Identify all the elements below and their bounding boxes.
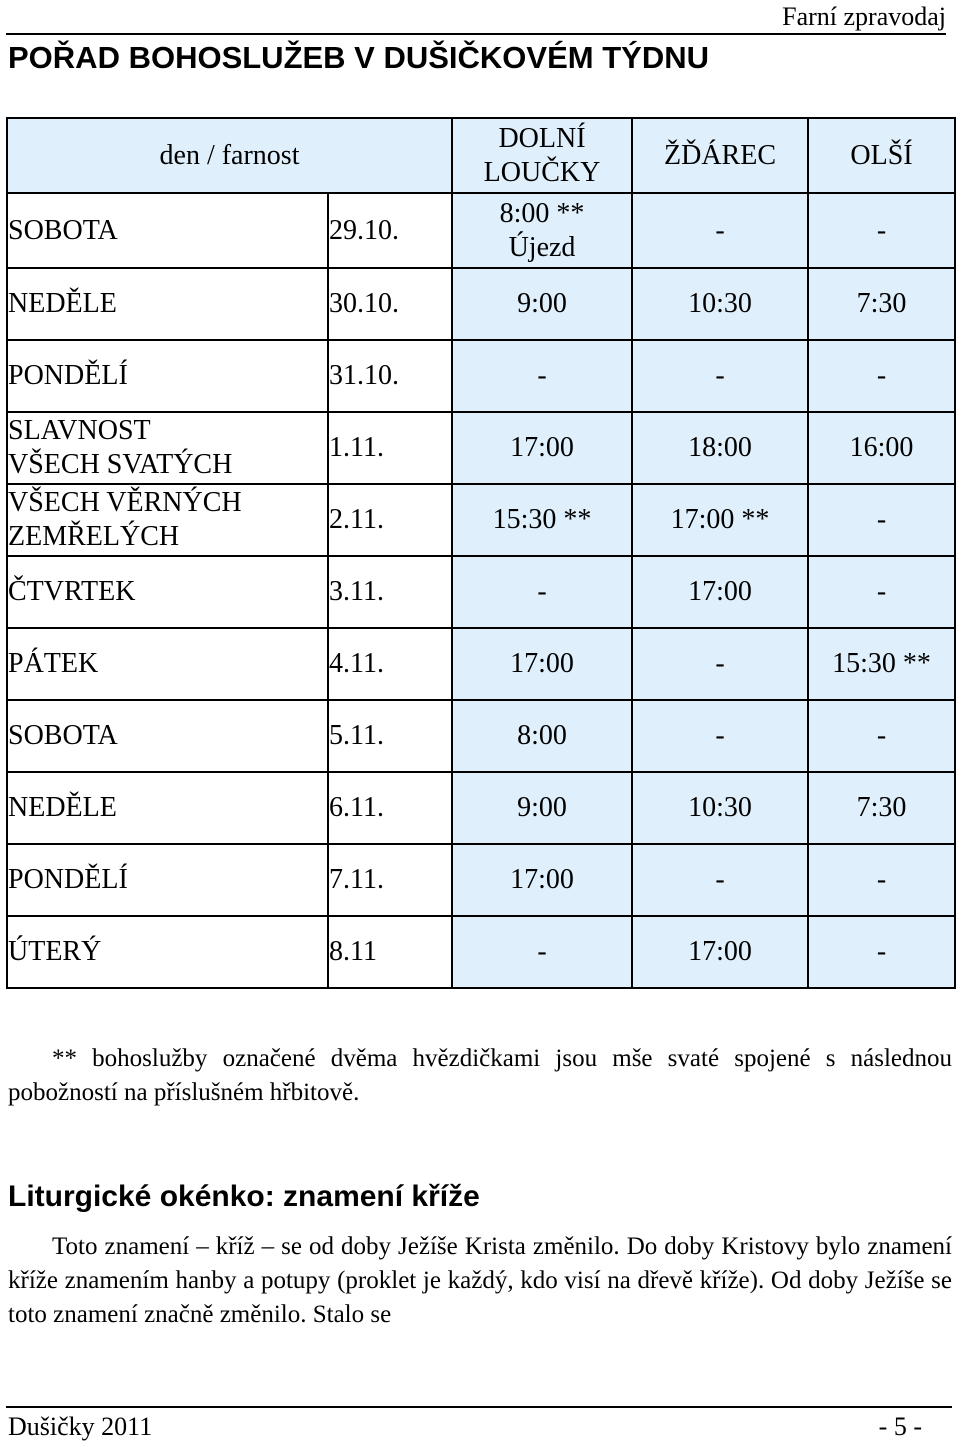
header-rule [6, 33, 946, 35]
table-row [7, 628, 955, 700]
row-date: 4.11. [328, 628, 452, 700]
row-dolni-loucky: - [452, 916, 632, 988]
row-zdarec: - [632, 340, 808, 412]
row-day-line2: VŠECH SVATÝCH [8, 449, 233, 480]
row-olsi: - [808, 193, 955, 268]
table-row [7, 412, 955, 484]
row-dolni-loucky: 8:00 [452, 700, 632, 772]
row-date: 29.10. [328, 193, 452, 268]
row-olsi: - [808, 700, 955, 772]
header-olsi: OLŠÍ [808, 118, 955, 193]
article-paragraph: Toto znamení – kříž – se od doby Ježíše Krista změnilo. Do doby Kristovy bylo znamení kříže znamením hanby a potupy (proklet je každý, kdo visí na dřevě kříže). Od doby Ježíše se toto znamení značně změnilo. Stalo se [8, 1233, 952, 1328]
row-day: PONDĚLÍ [7, 340, 328, 412]
table-row [7, 340, 955, 412]
row-day-line1: SLAVNOST [8, 415, 151, 446]
row-zdarec: - [632, 700, 808, 772]
row-dolni-loucky: 15:30 ** [452, 484, 632, 556]
row-date: 6.11. [328, 772, 452, 844]
row-zdarec: 17:00 [632, 556, 808, 628]
table-row [7, 700, 955, 772]
header-zdarec: ŽĎÁREC [632, 118, 808, 193]
article-body [8, 1230, 952, 1332]
row-dolni-loucky: 9:00 [452, 268, 632, 340]
header-dolni-loucky-line2: LOUČKY [483, 156, 601, 188]
row-zdarec: - [632, 628, 808, 700]
row-olsi: - [808, 844, 955, 916]
row-dolni-loucky: 9:00 [452, 772, 632, 844]
row-date: 8.11 [328, 916, 452, 988]
row-zdarec: 10:30 [632, 268, 808, 340]
row-dolni-loucky-time: 8:00 ** [499, 197, 585, 229]
row-zdarec: 10:30 [632, 772, 808, 844]
row-date: 30.10. [328, 268, 452, 340]
row-zdarec: 18:00 [632, 412, 808, 484]
footer-rule [6, 1406, 952, 1408]
table-row [7, 193, 955, 268]
page-title: POŘAD BOHOSLUŽEB V DUŠIČKOVÉM TÝDNU [8, 40, 709, 75]
section-title: Liturgické okénko: znamení kříže [8, 1180, 480, 1213]
row-dolni-loucky: 17:00 [452, 844, 632, 916]
row-date: 1.11. [328, 412, 452, 484]
row-day [7, 412, 328, 484]
header-day-parish: den / farnost [7, 118, 452, 193]
footer-issue: Dušičky 2011 [8, 1412, 153, 1441]
table-row [7, 556, 955, 628]
row-day [7, 484, 328, 556]
row-date: 5.11. [328, 700, 452, 772]
table-row [7, 484, 955, 556]
row-day: ÚTERÝ [7, 916, 328, 988]
row-olsi: - [808, 484, 955, 556]
running-head: Farní zpravodaj [782, 2, 946, 31]
row-dolni-loucky-place: Újezd [508, 231, 576, 263]
footnote [8, 1042, 952, 1110]
row-zdarec: 17:00 ** [632, 484, 808, 556]
schedule-table [6, 117, 956, 989]
row-day-line1: VŠECH VĚRNÝCH [8, 487, 242, 518]
row-dolni-loucky [452, 193, 632, 268]
row-day-line2: ZEMŘELÝCH [8, 521, 180, 552]
row-day: NEDĚLE [7, 772, 328, 844]
row-day: SOBOTA [7, 700, 328, 772]
row-olsi: 16:00 [808, 412, 955, 484]
header-dolni-loucky-line1: DOLNÍ [498, 122, 586, 154]
row-day: SOBOTA [7, 193, 328, 268]
row-date: 3.11. [328, 556, 452, 628]
table-row [7, 916, 955, 988]
row-date: 7.11. [328, 844, 452, 916]
row-dolni-loucky: - [452, 340, 632, 412]
footnote-text: ** bohoslužby označené dvěma hvězdičkami jsou mše svaté spojené s následnou pobožností na příslušném hřbitově. [8, 1045, 952, 1106]
row-day: PÁTEK [7, 628, 328, 700]
table-row [7, 268, 955, 340]
row-zdarec: 17:00 [632, 916, 808, 988]
row-olsi: 7:30 [808, 268, 955, 340]
row-day: ČTVRTEK [7, 556, 328, 628]
row-olsi: 15:30 ** [808, 628, 955, 700]
row-dolni-loucky: - [452, 556, 632, 628]
row-olsi: - [808, 556, 955, 628]
row-olsi: - [808, 340, 955, 412]
table-row [7, 844, 955, 916]
row-date: 2.11. [328, 484, 452, 556]
row-zdarec: - [632, 844, 808, 916]
table-header-row [7, 118, 955, 193]
page-number: - 5 - [878, 1412, 922, 1441]
row-olsi: 7:30 [808, 772, 955, 844]
header-dolni-loucky [452, 118, 632, 193]
table-row [7, 772, 955, 844]
row-zdarec: - [632, 193, 808, 268]
row-date: 31.10. [328, 340, 452, 412]
row-olsi: - [808, 916, 955, 988]
row-day: NEDĚLE [7, 268, 328, 340]
row-day: PONDĚLÍ [7, 844, 328, 916]
row-dolni-loucky: 17:00 [452, 412, 632, 484]
row-dolni-loucky: 17:00 [452, 628, 632, 700]
